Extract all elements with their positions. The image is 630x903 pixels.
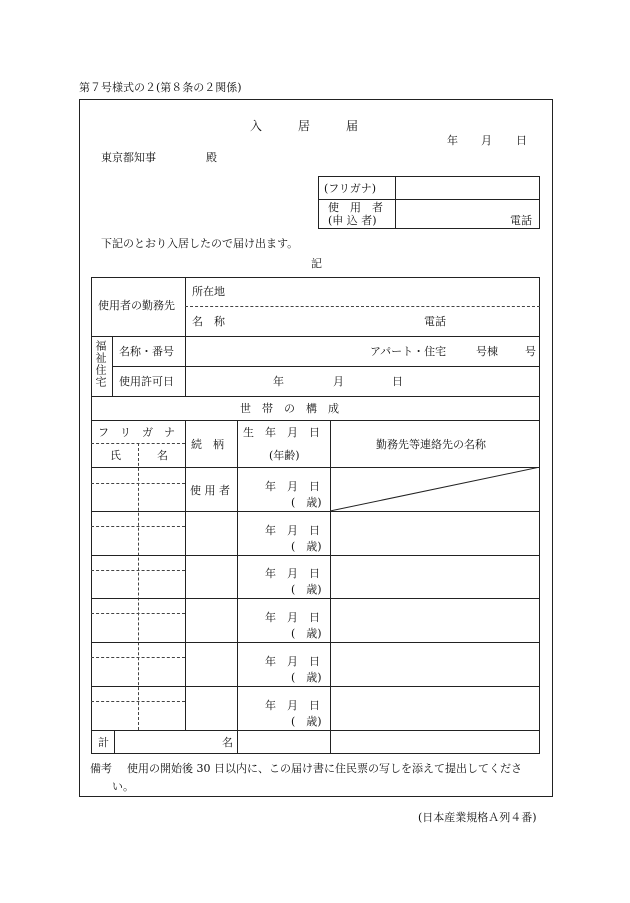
paper-size-note: (日本産業規格Ａ列４番)	[418, 811, 537, 824]
household-title-bottom	[91, 420, 540, 421]
row1-age: ( 歳)	[291, 496, 322, 509]
welfare-permit-label: 使用許可日	[119, 375, 174, 388]
date-month: 月	[481, 134, 492, 147]
household-birth-label: 生 年 月 日	[243, 426, 320, 439]
welfare-room-label: 号	[525, 345, 536, 358]
row-line-4	[91, 642, 540, 643]
row5-furigana-dash	[91, 657, 185, 658]
row4-furigana-dash	[91, 613, 185, 614]
total-vline	[114, 730, 115, 754]
total-vline-right	[330, 730, 331, 754]
household-surname-label: 氏	[110, 449, 121, 462]
ki-label: 記	[311, 257, 322, 270]
welfare-bottom	[91, 396, 540, 397]
row6-date: 年 月 日	[265, 699, 320, 712]
row3-furigana-dash	[91, 570, 185, 571]
row5-date: 年 月 日	[265, 655, 320, 668]
form-number: 第７号様式の２(第８条の２関係)	[79, 81, 242, 94]
workplace-name-label: 名 称	[192, 315, 225, 328]
row2-furigana-dash	[91, 526, 185, 527]
row1-date: 年 月 日	[265, 480, 320, 493]
welfare-label: 福祉住宅	[94, 340, 107, 388]
permit-month: 月	[333, 375, 344, 388]
row4-date: 年 月 日	[265, 611, 320, 624]
welfare-mid	[112, 366, 540, 367]
applicant-phone-label: 電話	[510, 214, 532, 227]
intro-text: 下記のとおり入居したので届け出ます。	[101, 237, 299, 250]
remarks-text-1: 使用の開始後 30 日以内に、この届け書に住民票の写しを添えて提出してくださ	[127, 762, 522, 775]
household-contact-label: 勤務先等連絡先の名称	[376, 438, 486, 451]
workplace-name-field[interactable]	[230, 308, 420, 335]
total-label: 計	[98, 736, 109, 749]
row-line-5	[91, 686, 540, 687]
row3-age: ( 歳)	[291, 583, 322, 596]
household-furigana-label: フ リ ガ ナ	[98, 426, 175, 439]
applicant-furigana-label: (フリガナ)	[324, 182, 377, 195]
workplace-dashed	[185, 306, 540, 307]
workplace-location-label: 所在地	[192, 285, 225, 298]
welfare-name-number-label: 名称・番号	[119, 345, 174, 358]
row1-furigana-dash	[91, 483, 185, 484]
welfare-building-label: 号棟	[476, 345, 498, 358]
workplace-location-field[interactable]	[230, 278, 538, 305]
household-vline-2	[237, 420, 238, 754]
welfare-apartment-label: アパート・住宅	[370, 345, 447, 358]
workplace-phone-label: 電話	[424, 315, 446, 328]
addressee: 東京都知事	[101, 151, 156, 164]
workplace-label: 使用者の勤務先	[98, 299, 175, 312]
remarks-text-2: い。	[112, 780, 134, 793]
applicant-furigana-field[interactable]	[396, 177, 539, 199]
row4-age: ( 歳)	[291, 627, 322, 640]
row3-date: 年 月 日	[265, 567, 320, 580]
row6-furigana-dash	[91, 701, 185, 702]
permit-year: 年	[273, 375, 284, 388]
household-given-label: 名	[157, 449, 168, 462]
row-line-6	[91, 730, 540, 731]
row-line-2	[91, 555, 540, 556]
row6-age: ( 歳)	[291, 715, 322, 728]
date-year: 年	[447, 134, 458, 147]
applicant-user-label: 使 用 者	[328, 201, 383, 214]
permit-day: 日	[392, 375, 403, 388]
honorific: 殿	[206, 151, 217, 164]
household-furigana-dashed	[91, 443, 185, 444]
form-title: 入 居 届	[250, 119, 359, 133]
row2-date: 年 月 日	[265, 524, 320, 537]
applicant-requester-label: (申 込 者)	[328, 214, 377, 227]
remarks-label: 備考	[90, 762, 112, 775]
row5-age: ( 歳)	[291, 671, 322, 684]
total-unit: 名	[222, 736, 233, 749]
household-title: 世 帯 の 構 成	[240, 402, 339, 415]
row2-age: ( 歳)	[291, 540, 322, 553]
household-age-label: (年齢)	[269, 449, 300, 462]
row-line-1	[91, 511, 540, 512]
row1-relation: 使 用 者	[190, 484, 230, 497]
contact-strike-line	[330, 467, 540, 511]
household-relation-label: 続 柄	[191, 438, 224, 451]
date-day: 日	[516, 134, 527, 147]
workplace-bottom	[91, 336, 540, 337]
row-line-3	[91, 598, 540, 599]
applicant-name-field[interactable]	[396, 200, 506, 228]
